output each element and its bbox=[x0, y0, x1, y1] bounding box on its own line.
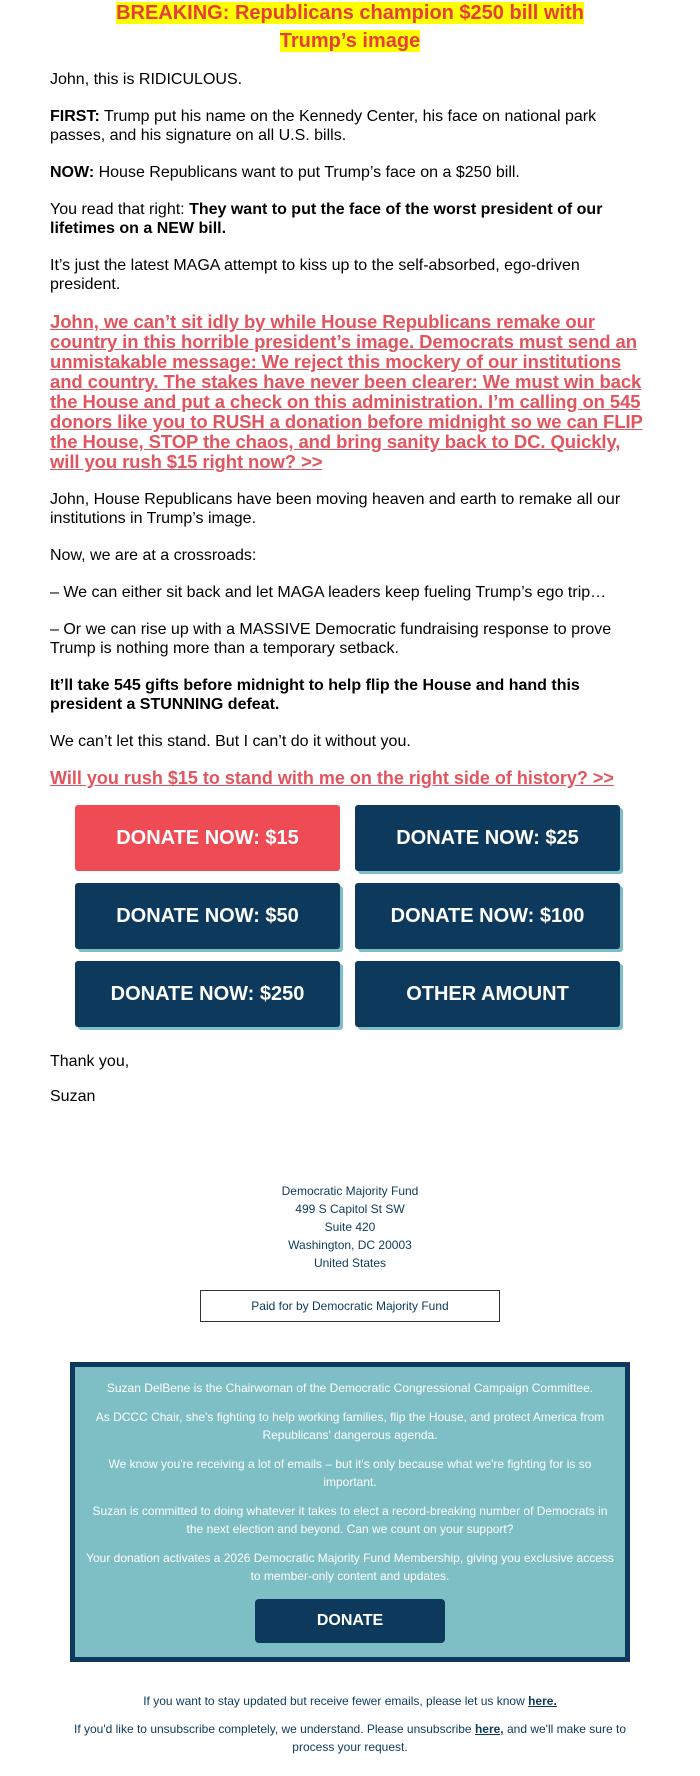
email-body bbox=[0, 70, 700, 789]
address-street: 499 S Capitol St SW bbox=[295, 1202, 405, 1216]
now-label: NOW: bbox=[50, 164, 95, 181]
donate-15-button[interactable]: DONATE NOW: $15 bbox=[75, 805, 340, 871]
donate-250-button[interactable]: DONATE NOW: $250 bbox=[75, 961, 340, 1027]
first-paragraph bbox=[50, 107, 650, 145]
bio-paragraph-2: As DCCC Chair, she's fighting to help working families, flip the House, and protect America from Republicans' dangerous agenda. bbox=[95, 1410, 605, 1442]
cant-let-paragraph: We can’t let this stand. But I can’t do it without you. bbox=[50, 733, 411, 750]
bio-donate-button[interactable]: DONATE bbox=[255, 1599, 445, 1643]
read-prefix: You read that right: bbox=[50, 201, 190, 218]
other-amount-button[interactable]: OTHER AMOUNT bbox=[355, 961, 620, 1027]
headline-line-2: Trump’s image bbox=[279, 30, 421, 52]
headline-line-1: BREAKING: Republicans champion $250 bill with bbox=[116, 2, 584, 24]
read-paragraph bbox=[50, 200, 650, 238]
unsubscribe-after: and we'll make sure to process your request. bbox=[292, 1722, 626, 1754]
unsubscribe-text bbox=[60, 1720, 640, 1756]
mailing-address bbox=[0, 1182, 700, 1272]
donate-25-button[interactable]: DONATE NOW: $25 bbox=[355, 805, 620, 871]
address-country: United States bbox=[313, 1256, 387, 1270]
latest-paragraph: It’s just the latest MAGA attempt to kiss up to the self-absorbed, ego-driven president. bbox=[50, 257, 580, 293]
footer bbox=[0, 1662, 700, 1776]
gifts-paragraph bbox=[50, 676, 650, 714]
signoff bbox=[0, 1027, 700, 1106]
first-label: FIRST: bbox=[50, 108, 100, 125]
donate-link-long[interactable]: John, we can’t sit idly by while House Republicans remake our country in this horrible president’s image. Democrats must send an unmistakable message: We reject this mockery of our institutions and country. The stakes have never been clearer: We must win back the House and put a check on this administration. I’m calling on 545 donors like you to RUSH a donation before midnight so we can FLIP the House, STOP the chaos, and bring sanity back to DC. Quickly, will you rush $15 right now? >> bbox=[50, 311, 643, 472]
read-bold: They want to put the face of the worst president of our lifetimes on a NEW bill. bbox=[50, 201, 603, 237]
donate-link-short[interactable]: Will you rush $15 to stand with me on the right side of history? >> bbox=[50, 768, 614, 788]
headline bbox=[100, 0, 600, 56]
paid-for-disclaimer: Paid for by Democratic Majority Fund bbox=[200, 1290, 500, 1322]
bio-paragraph-1: Suzan DelBene is the Chairwoman of the Democratic Congressional Campaign Committee. bbox=[106, 1381, 594, 1395]
signature-name: Suzan bbox=[50, 1088, 96, 1105]
donate-100-button[interactable]: DONATE NOW: $100 bbox=[355, 883, 620, 949]
unsubscribe-link[interactable]: here, bbox=[474, 1722, 504, 1736]
bio-paragraph-4: Suzan is committed to doing whatever it takes to elect a record-breaking number of Democrats in the next election and beyond. Can we count on your support? bbox=[92, 1504, 608, 1536]
option-2: – Or we can rise up with a MASSIVE Democratic fundraising response to prove Trump is nothing more than a temporary setback. bbox=[50, 621, 612, 657]
fewer-emails-text bbox=[60, 1692, 640, 1710]
donate-50-button[interactable]: DONATE NOW: $50 bbox=[75, 883, 340, 949]
first-text: Trump put his name on the Kennedy Center, his face on national park passes, and his signature on all U.S. bills. bbox=[50, 108, 597, 144]
greeting: John, this is RIDICULOUS. bbox=[50, 71, 243, 88]
bio-paragraph-5: Your donation activates a 2026 Democratic Majority Fund Membership, giving you exclusive access to member-only content and updates. bbox=[86, 1551, 614, 1583]
crossroads-paragraph: Now, we are at a crossroads: bbox=[50, 547, 257, 564]
donate-button-grid bbox=[75, 801, 625, 1027]
thanks-text: Thank you, bbox=[50, 1053, 130, 1070]
fewer-emails-link[interactable]: here. bbox=[528, 1694, 557, 1708]
address-org: Democratic Majority Fund bbox=[281, 1184, 419, 1198]
fewer-emails-label: If you want to stay updated but receive fewer emails, please let us know bbox=[143, 1694, 529, 1708]
address-suite: Suite 420 bbox=[324, 1220, 376, 1234]
gifts-bold: It’ll take 545 gifts before midnight to help flip the House and hand this president a STUNNING defeat. bbox=[50, 677, 580, 713]
bio-box bbox=[70, 1362, 630, 1662]
now-paragraph bbox=[50, 163, 650, 182]
bio-paragraph-3: We know you're receiving a lot of emails – but it's only because what we're fighting for is so important. bbox=[108, 1457, 592, 1489]
address-city: Washington, DC 20003 bbox=[288, 1238, 412, 1252]
unsubscribe-label: If you'd like to unsubscribe completely, we understand. Please unsubscribe bbox=[73, 1722, 475, 1736]
now-text: House Republicans want to put Trump’s face on a $250 bill. bbox=[94, 164, 520, 181]
moving-paragraph: John, House Republicans have been moving heaven and earth to remake all our institutions in Trump’s image. bbox=[50, 491, 621, 527]
option-1: – We can either sit back and let MAGA leaders keep fueling Trump’s ego trip… bbox=[50, 584, 607, 601]
